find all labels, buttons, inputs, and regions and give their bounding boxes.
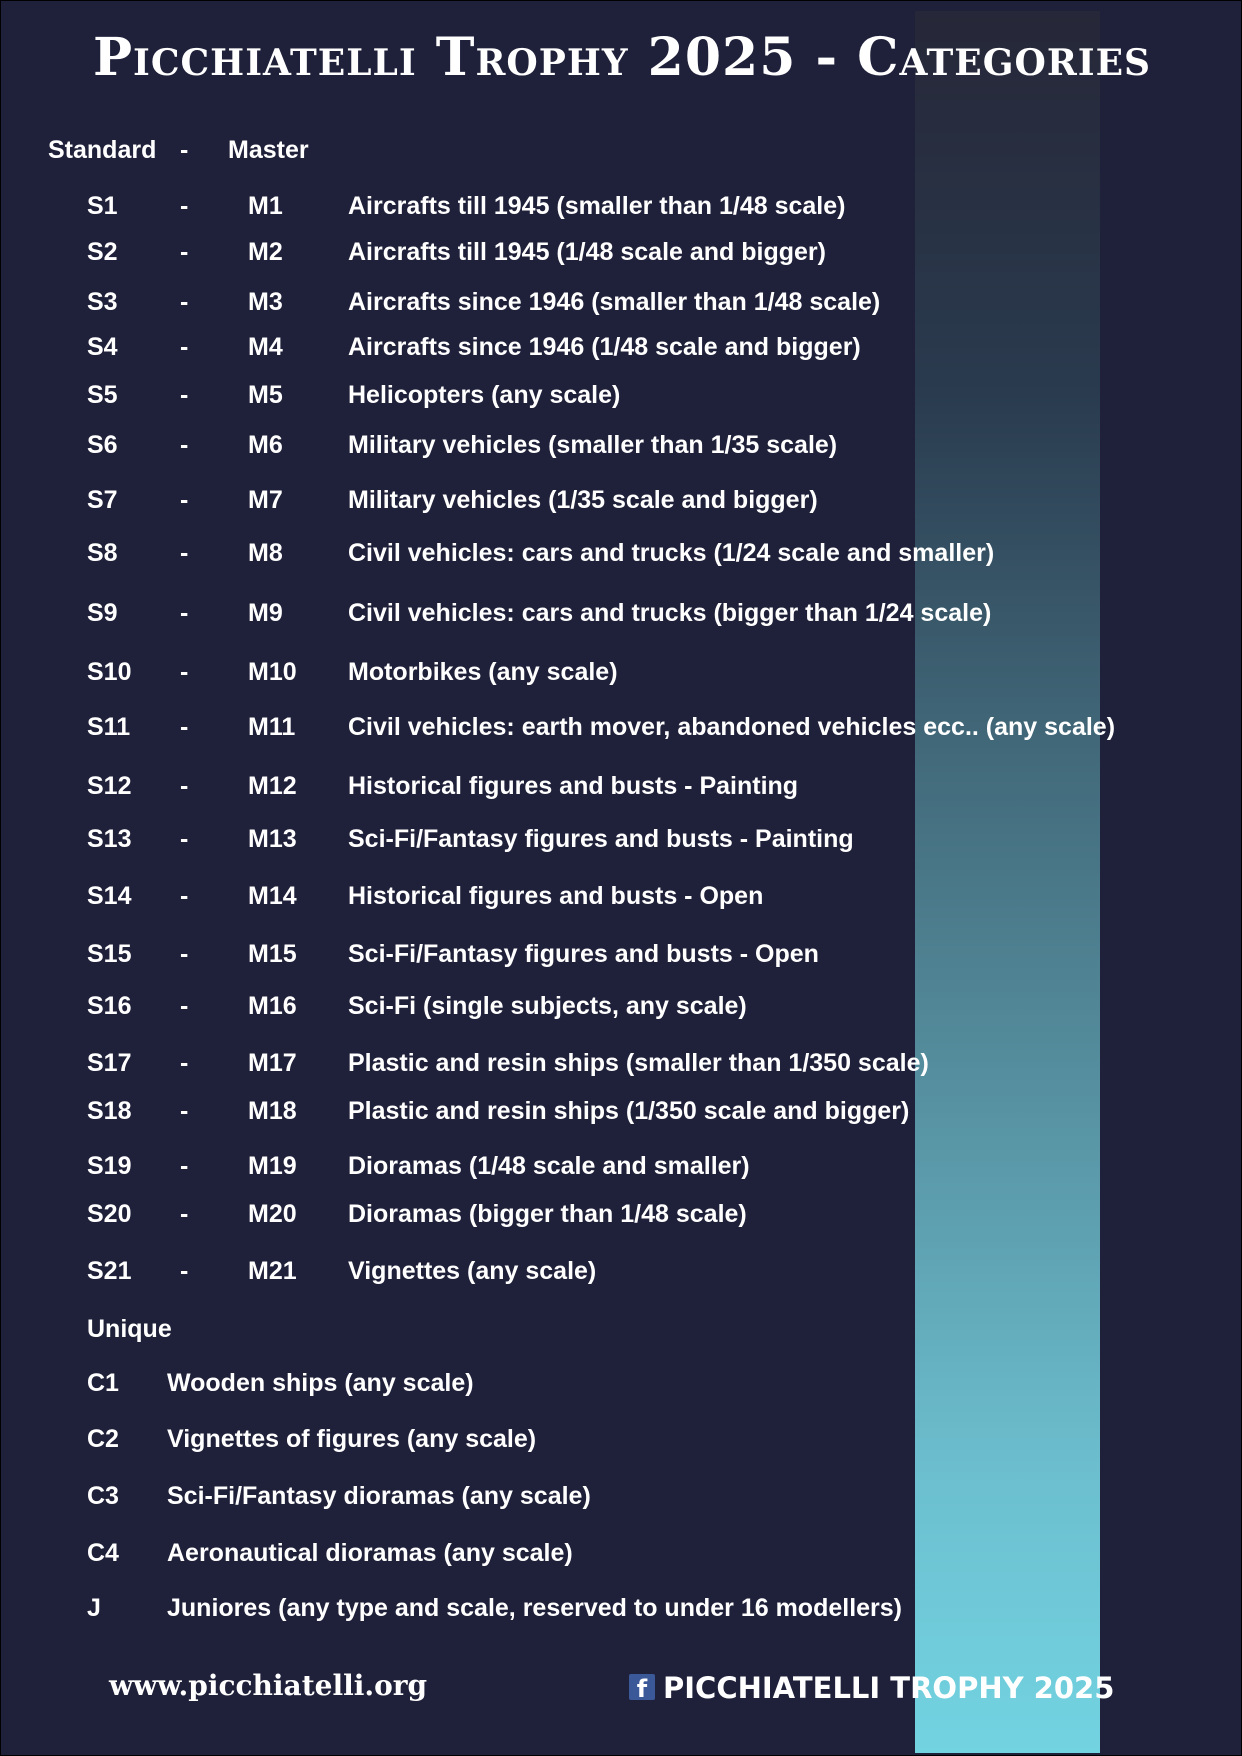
master-code: M6 [248,431,283,459]
header-master: Master [228,136,309,164]
category-description: Plastic and resin ships (smaller than 1/350 scale) [348,1049,929,1077]
category-description: Sci-Fi/Fantasy figures and busts - Painting [348,825,854,853]
category-description: Vignettes (any scale) [348,1257,597,1285]
standard-code: S14 [87,882,132,910]
category-description: Sci-Fi (single subjects, any scale) [348,992,747,1020]
row-dash: - [180,1097,189,1125]
standard-code: S12 [87,772,132,800]
master-code: M20 [248,1200,297,1228]
standard-code: S11 [87,713,131,741]
category-description: Aircrafts since 1946 (1/48 scale and bigger) [348,333,861,361]
standard-code: S15 [87,940,132,968]
standard-code: S2 [87,238,118,266]
unique-code: C1 [87,1369,119,1397]
standard-code: S9 [87,599,118,627]
row-dash: - [180,940,189,968]
row-dash: - [180,486,189,514]
category-description: Dioramas (bigger than 1/48 scale) [348,1200,747,1228]
standard-code: S5 [87,381,118,409]
row-dash: - [180,825,189,853]
master-code: M16 [248,992,297,1020]
standard-code: S8 [87,539,118,567]
master-code: M5 [248,381,283,409]
row-dash: - [180,713,189,741]
master-code: M2 [248,238,283,266]
category-description: Historical figures and busts - Open [348,882,764,910]
master-code: M18 [248,1097,297,1125]
category-description: Aircrafts till 1945 (1/48 scale and bigger) [348,238,826,266]
unique-code: J [87,1594,101,1622]
unique-code: C4 [87,1539,119,1567]
unique-description: Juniores (any type and scale, reserved to under 16 modellers) [167,1594,902,1622]
website-link[interactable]: www.picchiatelli.org [109,1669,428,1702]
category-description: Civil vehicles: earth mover, abandoned vehicles ecc.. (any scale) [348,713,1116,741]
category-description: Dioramas (1/48 scale and smaller) [348,1152,750,1180]
master-code: M9 [248,599,283,627]
standard-code: S6 [87,431,118,459]
row-dash: - [180,288,189,316]
row-dash: - [180,431,189,459]
category-description: Civil vehicles: cars and trucks (1/24 scale and smaller) [348,539,995,567]
master-code: M19 [248,1152,297,1180]
facebook-link[interactable] [629,1671,1114,1705]
header-dash: - [180,136,189,164]
category-description: Motorbikes (any scale) [348,658,618,686]
row-dash: - [180,992,189,1020]
unique-label: Unique [87,1315,172,1343]
row-dash: - [180,238,189,266]
standard-code: S1 [87,192,118,220]
standard-code: S4 [87,333,118,361]
master-code: M15 [248,940,297,968]
master-code: M8 [248,539,283,567]
row-dash: - [180,772,189,800]
master-code: M21 [248,1257,297,1285]
row-dash: - [180,1152,189,1180]
standard-code: S10 [87,658,132,686]
row-dash: - [180,658,189,686]
standard-code: S19 [87,1152,132,1180]
master-code: M17 [248,1049,297,1077]
master-code: M13 [248,825,297,853]
row-dash: - [180,882,189,910]
unique-code: C3 [87,1482,119,1510]
row-dash: - [180,192,189,220]
row-dash: - [180,333,189,361]
facebook-icon: f [629,1674,655,1700]
master-code: M3 [248,288,283,316]
row-dash: - [180,599,189,627]
page-title: Picchiatelli Trophy 2025 - Categories [92,27,1152,88]
standard-code: S21 [87,1257,132,1285]
row-dash: - [180,1257,189,1285]
master-code: M11 [248,713,296,741]
standard-code: S18 [87,1097,132,1125]
standard-code: S13 [87,825,132,853]
unique-description: Wooden ships (any scale) [167,1369,474,1397]
unique-description: Vignettes of figures (any scale) [167,1425,537,1453]
category-description: Aircrafts since 1946 (smaller than 1/48 scale) [348,288,881,316]
category-description: Aircrafts till 1945 (smaller than 1/48 scale) [348,192,846,220]
header-standard: Standard [48,136,157,164]
standard-code: S16 [87,992,132,1020]
facebook-page-name: PICCHIATELLI TROPHY 2025 [663,1671,1115,1705]
row-dash: - [180,381,189,409]
category-description: Historical figures and busts - Painting [348,772,799,800]
row-dash: - [180,539,189,567]
standard-code: S3 [87,288,118,316]
master-code: M10 [248,658,297,686]
category-description: Military vehicles (smaller than 1/35 scale) [348,431,838,459]
row-dash: - [180,1049,189,1077]
unique-description: Aeronautical dioramas (any scale) [167,1539,573,1567]
standard-code: S20 [87,1200,132,1228]
category-description: Plastic and resin ships (1/350 scale and bigger) [348,1097,910,1125]
category-description: Sci-Fi/Fantasy figures and busts - Open [348,940,819,968]
standard-code: S17 [87,1049,132,1077]
master-code: M14 [248,882,297,910]
unique-code: C2 [87,1425,119,1453]
master-code: M1 [248,192,283,220]
category-description: Civil vehicles: cars and trucks (bigger than 1/24 scale) [348,599,992,627]
master-code: M7 [248,486,283,514]
master-code: M12 [248,772,297,800]
master-code: M4 [248,333,283,361]
decorative-gradient-stripe [915,11,1100,1753]
category-description: Military vehicles (1/35 scale and bigger) [348,486,818,514]
row-dash: - [180,1200,189,1228]
standard-code: S7 [87,486,118,514]
unique-description: Sci-Fi/Fantasy dioramas (any scale) [167,1482,591,1510]
category-description: Helicopters (any scale) [348,381,621,409]
